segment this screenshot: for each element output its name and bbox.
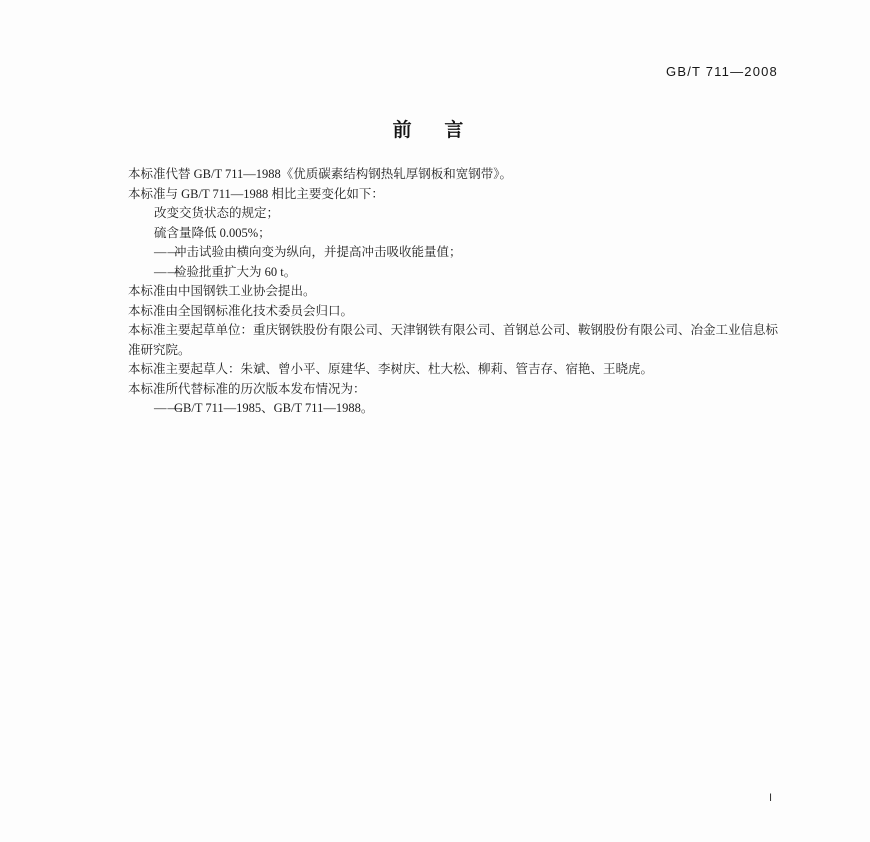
paragraph: 本标准代替 GB/T 711—1988《优质碳素结构钢热轧厚钢板和宽钢带》。 bbox=[128, 167, 513, 181]
paragraph: 硫含量降低 0.005%； bbox=[154, 225, 271, 240]
dash-marker: —— bbox=[154, 245, 181, 259]
dash-marker: —— bbox=[154, 264, 181, 279]
paragraph bbox=[128, 263, 788, 283]
paragraph: 本标准由中国钢铁工业协会提出。 bbox=[128, 284, 316, 298]
paragraph: 本标准主要起草单位：重庆钢铁股份有限公司、天津钢铁有限公司、首钢总公司、鞍钢股份有限公司、冶金工业信息标准研究院。 bbox=[128, 323, 779, 357]
standard-number-header: GB/T 711—2008 bbox=[666, 64, 778, 79]
foreword-body bbox=[128, 165, 788, 419]
paragraph: 本标准与 GB/T 711—1988 相比主要变化如下： bbox=[128, 186, 384, 201]
paragraph: 改变交货状态的规定； bbox=[154, 206, 280, 220]
paragraph: 本标准主要起草人：朱斌、曾小平、原建华、李树庆、杜大松、柳莉、管吉存、宿艳、王晓虎。 bbox=[128, 362, 654, 376]
paragraph bbox=[128, 243, 788, 263]
paragraph: 本标准所代替标准的历次版本发布情况为： bbox=[128, 381, 366, 396]
paragraph-text: GB/T 711—1985、GB/T 711—1988。 bbox=[174, 401, 374, 415]
paragraph-text: 冲击试验由横向变为纵向，并提高冲击吸收能量值； bbox=[174, 245, 462, 259]
page-number: I bbox=[768, 792, 772, 804]
paragraph-text: 检验批重扩大为 60 t。 bbox=[174, 264, 297, 279]
dash-marker: —— bbox=[154, 401, 181, 415]
page-title: 前 言 bbox=[392, 120, 478, 141]
paragraph: 本标准由全国钢标准化技术委员会归口。 bbox=[128, 303, 354, 318]
paragraph bbox=[128, 399, 788, 419]
